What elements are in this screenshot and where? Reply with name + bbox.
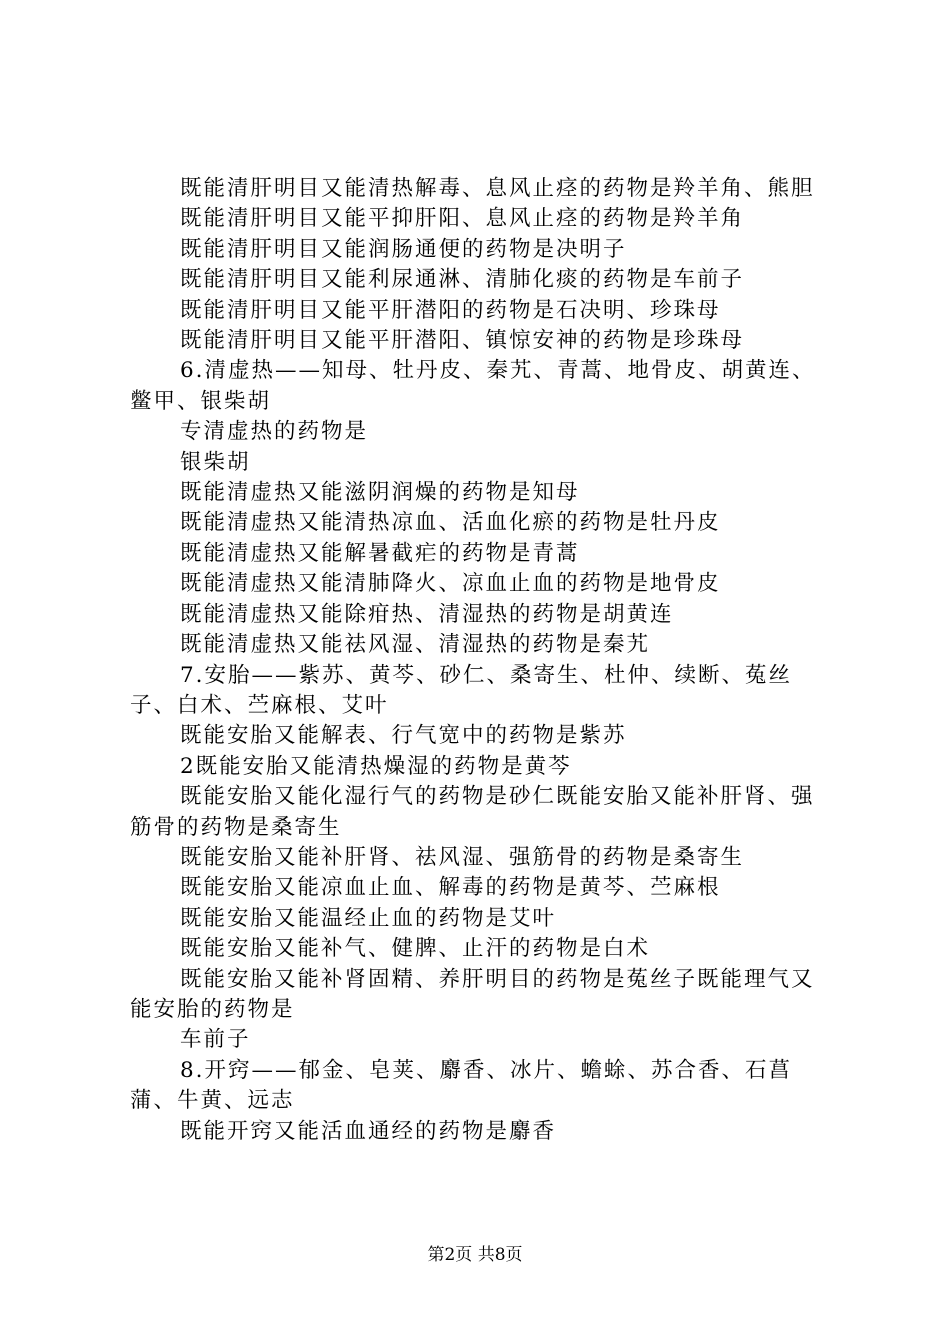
paragraph: 既能清肝明目又能利尿通淋、清肺化痰的药物是车前子 <box>180 267 745 293</box>
paragraph: 车前子 <box>180 1027 251 1053</box>
section-heading: 8.开窍——郁金、皂荚、麝香、冰片、蟾蜍、苏合香、石菖蒲、牛黄、远志 <box>130 1057 793 1114</box>
paragraph: 既能清肝明目又能清热解毒、息风止痉的药物是羚羊角、熊胆 <box>180 176 815 201</box>
section-heading: 6.清虚热——知母、牡丹皮、秦艽、青蒿、地骨皮、胡黄连、鳖甲、银柴胡 <box>130 358 816 414</box>
paragraph: 既能清虚热又能滋阴润燥的药物是知母 <box>180 480 580 506</box>
paragraph: 既能安胎又能温经止血的药物是艾叶 <box>180 905 557 931</box>
paragraph: 既能安胎又能补气、健脾、止汗的药物是白术 <box>180 936 651 962</box>
section-heading: 7.安胎——紫苏、黄芩、砂仁、桑寄生、杜仲、续断、菟丝子、白术、苎麻根、艾叶 <box>130 662 793 718</box>
paragraph: 既能清肝明目又能平肝潜阳、镇惊安神的药物是珍珠母 <box>180 328 745 354</box>
document-body <box>130 174 830 1147</box>
paragraph: 既能安胎又能解表、行气宽中的药物是紫苏 <box>180 723 627 749</box>
paragraph: 既能安胎又能化湿行气的药物是砂仁既能安胎又能补肝肾、强筋骨的药物是桑寄生 <box>130 784 815 840</box>
paragraph: 既能清虚热又能解暑截疟的药物是青蒿 <box>180 540 580 566</box>
paragraph: 既能开窍又能活血通经的药物是麝香 <box>180 1118 557 1144</box>
paragraph: 既能清虚热又能祛风湿、清湿热的药物是秦艽 <box>180 632 651 658</box>
paragraph: 2既能安胎又能清热燥湿的药物是黄芩 <box>180 753 572 779</box>
paragraph: 银柴胡 <box>180 449 251 475</box>
paragraph: 既能安胎又能补肾固精、养肝明目的药物是菟丝子既能理气又能安胎的药物是 <box>130 966 815 1022</box>
paragraph: 既能清虚热又能清肺降火、凉血止血的药物是地骨皮 <box>180 571 721 597</box>
paragraph: 既能清虚热又能清热凉血、活血化瘀的药物是牡丹皮 <box>180 510 721 536</box>
paragraph: 既能安胎又能补肝肾、祛风湿、强筋骨的药物是桑寄生 <box>180 844 745 870</box>
paragraph: 专清虚热的药物是 <box>180 419 369 445</box>
paragraph: 既能清虚热又能除疳热、清湿热的药物是胡黄连 <box>180 601 674 627</box>
paragraph: 既能清肝明目又能平肝潜阳的药物是石决明、珍珠母 <box>180 297 721 323</box>
paragraph: 既能清肝明目又能润肠通便的药物是决明子 <box>180 236 627 262</box>
paragraph: 既能清肝明目又能平抑肝阳、息风止痉的药物是羚羊角 <box>180 206 745 232</box>
page-number-footer: 第2页 共8页 <box>427 1245 523 1265</box>
paragraph: 既能安胎又能凉血止血、解毒的药物是黄芩、苎麻根 <box>180 875 721 901</box>
